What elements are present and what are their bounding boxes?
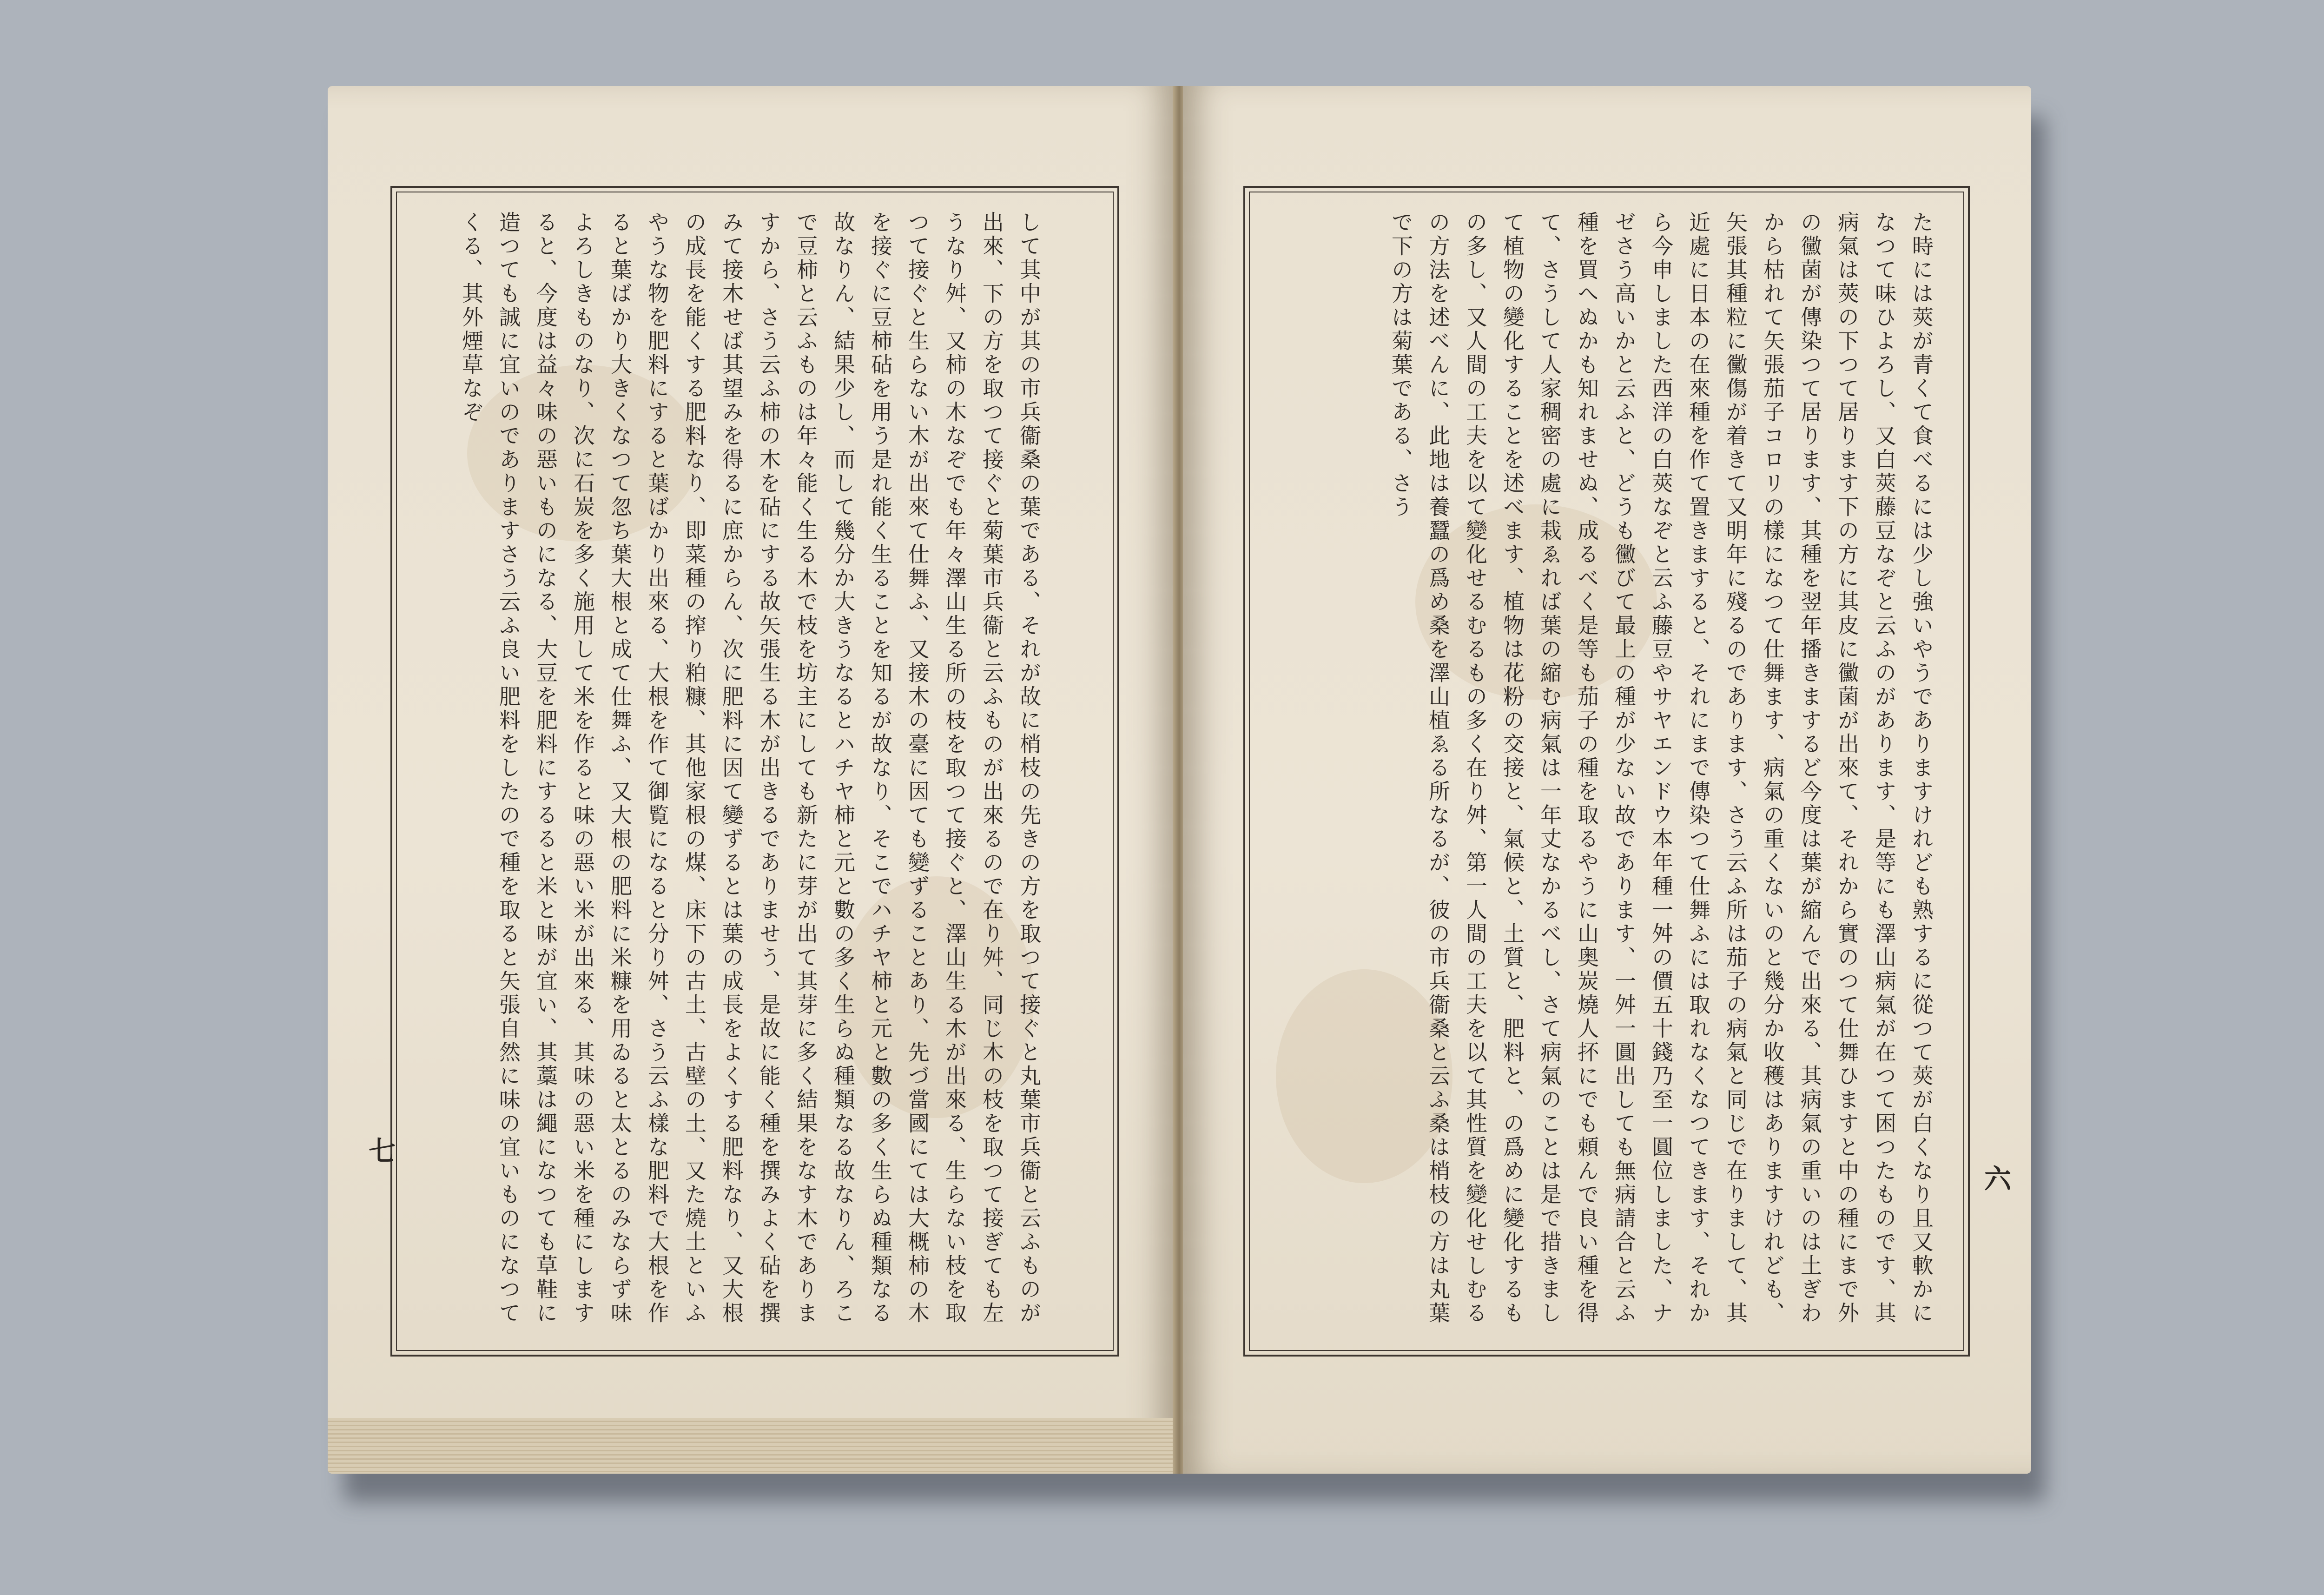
right-page xyxy=(1183,86,2031,1474)
right-page-body-text: た時には莢が青くて食べるには少し強いやうでありますけれども熟するに從つて莢が白くなり且又軟かになつて味ひよろし、又白莢藤豆なぞと云ふのがあります、是等にも澤山病氣が在つて困つたものです、其病氣は莢の下つて居ります下の方に其皮に黴菌が出來て、それから實のつて仕舞ひますと中の種にまで外の黴菌が傳染つて居ります、其種を翌年播きまするど今度は葉が縮んで出來る、其病氣の重いのは土ぎわから枯れて矢張茄子コロリの樣になつて仕舞ます、病氣の重くないのと幾分か收穫はありますけれども、矢張其種粒に黴傷が着きて又明年に殘るのであります、さう云ふ所は茄子の病氣と同じで在りまして、其近處に日本の在來種を作て置きますると、それにまで傳染つて仕舞ふには取れなくなつてきます、それから今申しました西洋の白莢なぞと云ふ藤豆やサヤエンドウ本年種一舛の價五十錢乃至一圓位しました、ナゼさう高いかと云ふと、どうも黴びて最上の種が少ない故であります、一舛一圓出しても無病請合と云ふ種を買へぬかも知れませぬ、成るべく是等も茄子の種を取るやうに山奥炭燒人抔にでも頼んで良い種を得て、さうして人家稠密の處に栽ゑれば葉の縮む病氣は一年丈なかるべし、さて病氣のことは是で措きまして植物の變化することを述べます、植物は花粉の交接と、氣候と、土質と、肥料と、の爲めに變化するもの多し、又人間の工夫を以て變化せるむるもの多く在り舛、第一人間の工夫を以て其性質を變化せしむるの方法を述べんに、此地は養蠶の爲め桑を澤山植ゑる所なるが、彼の市兵衞桑と云ふ桑は梢枝の方は丸葉で下の方は菊葉である、さう xyxy=(1388,211,1934,1325)
text-frame-right xyxy=(1243,186,1970,1357)
left-page-body-text: して其中が其の市兵衞桑の葉である、それが故に梢枝の先きの方を取つて接ぐと丸葉市兵衞と云ふものが出來、下の方を取つて接ぐと菊葉市兵衞と云ふものが出來るので在り舛、同じ木の枝を取つて接ぎても左うなり舛、又柿の木なぞでも年々澤山生る所の枝を取つて接ぐと、澤山生る木が出來る、生らない枝を取つて接ぐと生らない木が出來て仕舞ふ、又接木の臺に因ても變ずることあり、先づ當國にては大概柿の木を接ぐに豆柿砧を用う是れ能く生ることを知るが故なり、そこでハチヤ柿と元と數の多く生らぬ種類なる故なりん、結果少し、而して幾分か大きうなるとハチヤ柿と元と數の多く生らぬ種類なる故なりん、ろこで豆柿と云ふものは年々能く生る木で枝を坊主にしても新たに芽が出て其芽に多く結果をなす木でありますから、さう云ふ柿の木を砧にする故矢張生る木が出きるでありませう、是故に能く種を撰みよく砧を撰みて接木せば其望みを得るに庶からん、次に肥料に因て變ずるとは葉の成長をよくする肥料なり、又大根の成長を能くする肥料なり、即菜種の搾り粕糠、其他家根の煤、床下の古土、古壁の土、又た燒土といふやうな物を肥料にすると葉ばかり出來る、大根を作て御覧になると分り舛、さう云ふ樣な肥料で大根を作ると葉ばかり大きくなつて忽ち葉大根と成て仕舞ふ、又大根の肥料に米糠を用ゐると太とるのみならず味よろしきものなり、次に石炭を多く施用して米を作ると味の惡い米が出來る、其味の惡い米を種にしますると、今度は益々味の惡いものになる、大豆を肥料にするると米と味が宜い、其藁は繩になつても草鞋に造つても誠に宜いのでありますさう云ふ良い肥料をしたので種を取ると矢張自然に味の宜いものになつてくる、其外煙草なぞ xyxy=(459,211,1042,1325)
page-number-left: 七 xyxy=(364,1137,396,1164)
left-page xyxy=(328,86,1176,1474)
open-book xyxy=(328,86,2031,1474)
text-frame-left xyxy=(390,186,1119,1357)
page-number-right: 六 xyxy=(1980,1165,2011,1191)
